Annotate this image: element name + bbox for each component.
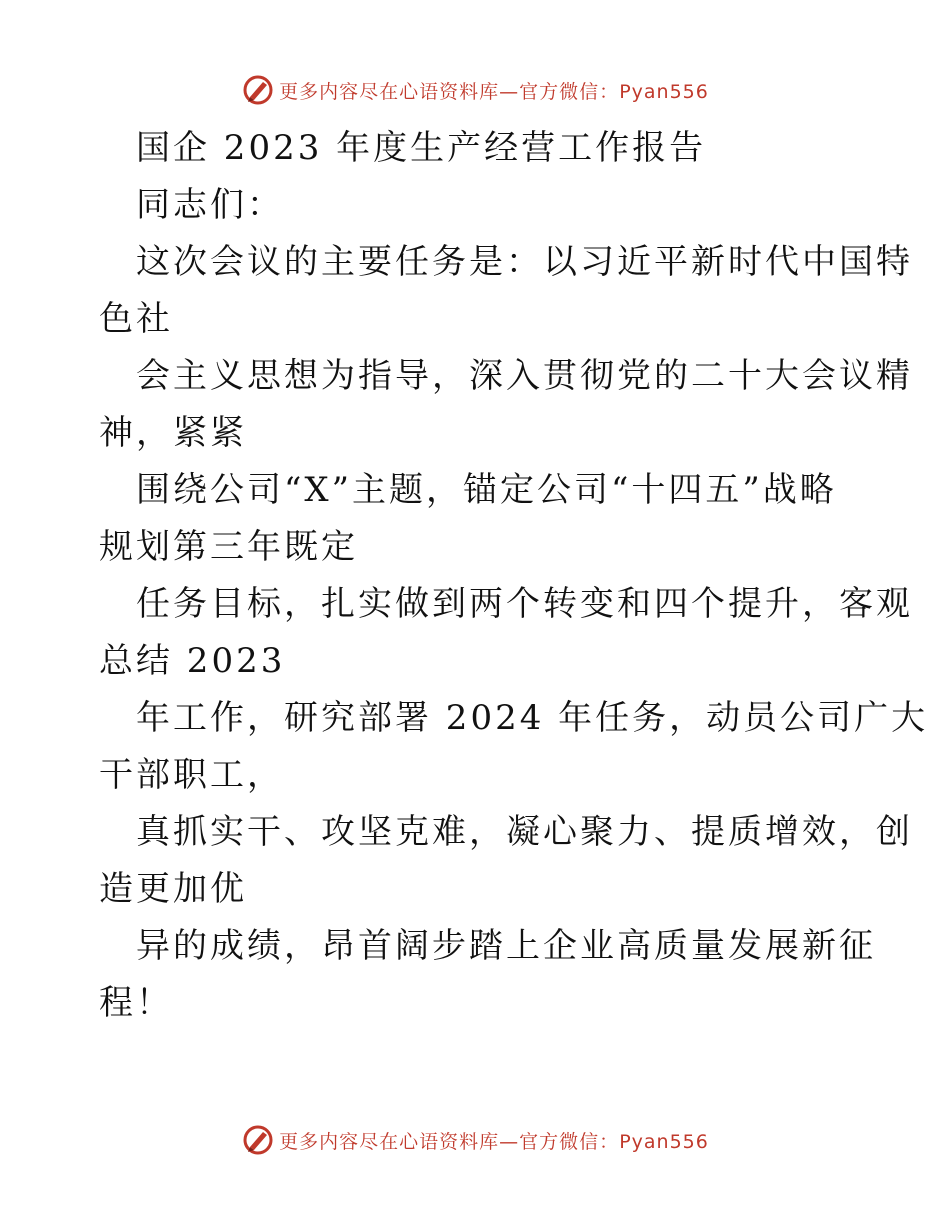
- paragraph-line: 会主义思想为指导，深入贯彻党的二十大会议精: [136, 356, 913, 396]
- paragraph-line: 总结 2023: [99, 641, 286, 681]
- watermark-library-text: 更多内容尽在心语资料库: [279, 80, 500, 103]
- watermark-library-text: 更多内容尽在心语资料库: [279, 1130, 500, 1153]
- pen-swirl-logo-icon: [241, 73, 275, 107]
- watermark-footer: [0, 1120, 950, 1160]
- document-salutation: 同志们：: [136, 185, 284, 225]
- paragraph-line: 任务目标，扎实做到两个转变和四个提升，客观: [136, 584, 913, 624]
- paragraph-line: 真抓实干、攻坚克难，凝心聚力、提质增效，创: [136, 812, 913, 852]
- watermark-header: [0, 70, 950, 110]
- watermark-wechat-label: 官方微信：: [519, 1130, 620, 1153]
- paragraph-line: 异的成绩，昂首阔步踏上企业高质量发展新征: [136, 926, 876, 966]
- document-title: 国企 2023 年度生产经营工作报告: [136, 128, 707, 168]
- watermark-dash: —: [499, 80, 520, 103]
- paragraph-line: 围绕公司“X”主题，锚定公司“十四五”战略: [136, 470, 837, 510]
- paragraph-line: 干部职工，: [99, 755, 284, 795]
- watermark-text: [279, 77, 709, 104]
- pen-swirl-logo-icon: [241, 1123, 275, 1157]
- watermark-wechat-id: Pyan556: [619, 80, 709, 103]
- paragraph-line: 程！: [99, 983, 173, 1023]
- paragraph-line: 神，紧紧: [99, 413, 247, 453]
- watermark-wechat-id: Pyan556: [619, 1130, 709, 1153]
- paragraph-line: 年工作，研究部署 2024 年任务，动员公司广大: [136, 698, 929, 738]
- watermark-wechat-label: 官方微信：: [519, 80, 620, 103]
- watermark-text: [279, 1127, 709, 1154]
- document-body: [99, 120, 929, 1032]
- paragraph-line: 这次会议的主要任务是：以习近平新时代中国特: [136, 242, 913, 282]
- paragraph-line: 造更加优: [99, 869, 247, 909]
- watermark-dash: —: [499, 1130, 520, 1153]
- paragraph-line: 色社: [99, 299, 173, 339]
- paragraph-line: 规划第三年既定: [99, 527, 358, 567]
